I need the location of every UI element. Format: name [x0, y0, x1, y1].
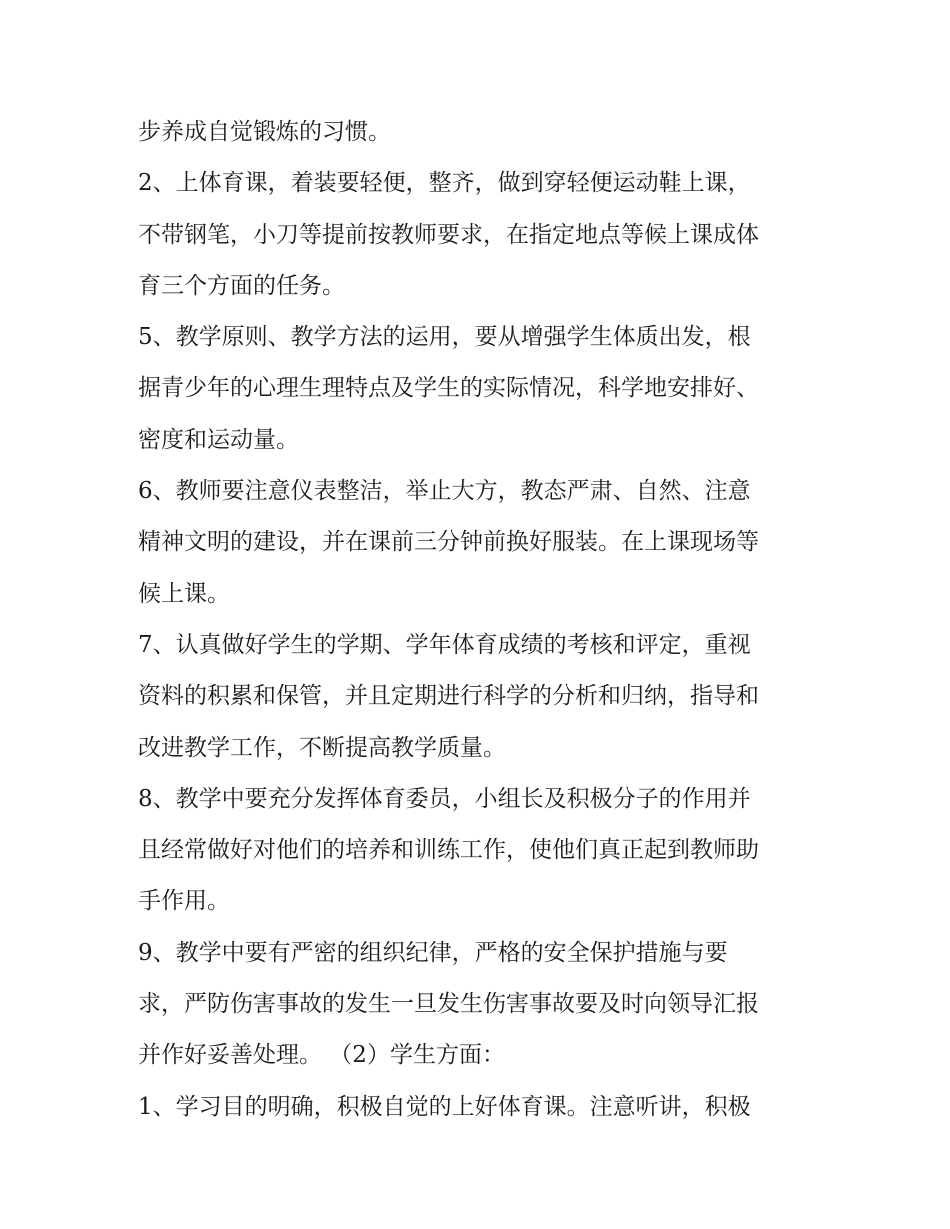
text-line: 育三个方面的任务。	[138, 272, 345, 299]
text-line: 求，严防伤害事故的发生一旦发生伤害事故要及时向领导汇报	[138, 991, 759, 1018]
text-line: 候上课。	[138, 580, 230, 607]
text-line: 资料的积累和保管，并且定期进行科学的分析和归纳，指导和	[138, 683, 759, 710]
text-line: 8、教学中要充分发挥体育委员，小组长及积极分子的作用并	[138, 785, 751, 812]
text-line: 手作用。	[138, 888, 230, 915]
text-line: 据青少年的心理生理特点及学生的实际情况，科学地安排好、	[138, 375, 759, 402]
text-line: 6、教师要注意仪表整洁，举止大方，教态严肃、自然、注意	[138, 478, 751, 505]
text-line: 并作好妥善处理。 （2）学生方面：	[138, 1042, 505, 1069]
text-line: 改进教学工作，不断提高教学质量。	[138, 734, 506, 761]
text-line: 精神文明的建设，并在课前三分钟前换好服装。在上课现场等	[138, 529, 759, 556]
text-line: 1、学习目的明确，积极自觉的上好体育课。注意听讲，积极	[138, 1093, 751, 1120]
document-body	[138, 107, 828, 1133]
text-line: 5、教学原则、教学方法的运用，要从增强学生体质出发，根	[138, 324, 751, 351]
text-line: 且经常做好对他们的培养和训练工作，使他们真正起到教师助	[138, 837, 759, 864]
text-line: 步养成自觉锻炼的习惯。	[138, 119, 391, 145]
text-line: 2、上体育课，着装要轻便，整齐，做到穿轻便运动鞋上课，	[138, 170, 751, 197]
text-line: 密度和运动量。	[138, 426, 299, 453]
text-line: 9、教学中要有严密的组织纪律，严格的安全保护措施与要	[138, 939, 728, 966]
text-line: 7、认真做好学生的学期、学年体育成绩的考核和评定，重视	[138, 631, 751, 658]
text-line: 不带钢笔，小刀等提前按教师要求，在指定地点等候上课成体	[138, 221, 759, 248]
